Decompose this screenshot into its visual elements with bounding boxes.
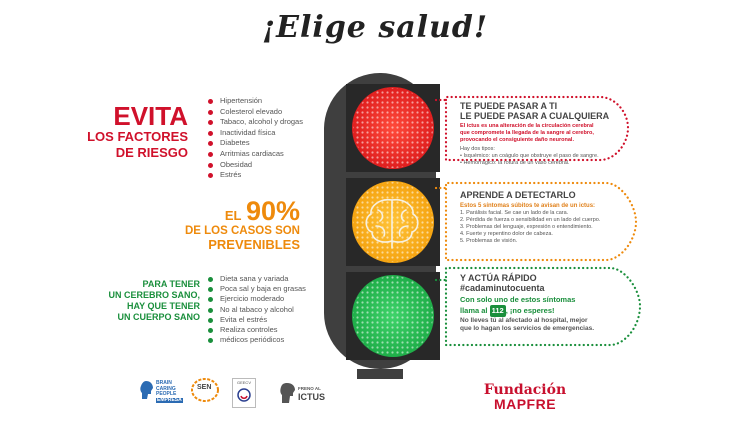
head-profile-icon <box>140 380 154 400</box>
brain-caring-people-logo <box>140 378 192 408</box>
green-led-dots <box>353 276 433 356</box>
freno-line-2: ICTUS <box>298 392 325 402</box>
percentage-value: 90% <box>245 196 300 226</box>
orange-panel-lead: Estos 5 síntomas súbitos te avisan de un ictus: <box>460 203 596 209</box>
healthy-heading-line: UN CUERPO SANO <box>117 312 200 322</box>
sen-logo <box>190 376 224 406</box>
geecv-logo <box>232 378 256 408</box>
list-item: No al tabaco y alcohol <box>208 305 338 315</box>
list-item: Evita el estrés <box>208 315 338 325</box>
list-item: Realiza controles <box>208 325 338 335</box>
ictus-head-icon <box>280 382 296 404</box>
evita-heading: EVITA <box>113 101 188 131</box>
call-suffix: , ¡no esperes! <box>505 306 555 315</box>
call-prefix: llama al <box>460 306 488 315</box>
green-panel-lead-2 <box>460 305 635 317</box>
healthy-heading-line: HAY QUE TENER <box>126 301 200 311</box>
orange-info-panel <box>460 190 630 245</box>
factores-line-2: DE RIESGO <box>115 145 188 160</box>
list-item: Arritmias cardiacas <box>208 149 328 160</box>
orange-panel-heading: APRENDE A DETECTARLO <box>460 190 576 200</box>
red-led-dots <box>353 88 433 168</box>
brain-logo-line-1: BRAIN <box>156 380 172 386</box>
list-item: Inactividad física <box>208 128 328 139</box>
brain-logo-line-3: PEOPLE <box>156 391 177 397</box>
green-info-panel <box>460 273 635 333</box>
percentage-prefix: EL <box>224 208 242 223</box>
list-item: Poca sal y baja en grasas <box>208 284 338 294</box>
red-panel-types-label: Hay dos tipos: <box>460 146 495 152</box>
percentage-caption-line-1: DE LOS CASOS SON <box>184 225 300 237</box>
symptom-item: 2. Pérdida de fuerza o sensibilidad en un lado del cuerpo. <box>460 217 601 223</box>
symptom-item: 5. Problemas de visión. <box>460 238 518 244</box>
page-title: ¡Elige salud! <box>261 10 489 45</box>
symptom-item: 4. Fuerte y repentino dolor de cabeza. <box>460 231 553 237</box>
freno-line-1: FRENO AL <box>298 386 321 391</box>
list-item: Estrés <box>208 170 328 181</box>
factores-line-1: LOS FACTORES <box>87 129 188 144</box>
red-panel-lead-3: provocando el consiguiente daño neuronal. <box>460 137 574 143</box>
fundacion-text: Fundación <box>483 382 567 398</box>
freno-al-ictus-logo <box>280 380 336 408</box>
red-info-panel <box>460 101 630 167</box>
green-panel-heading-1: Y ACTÚA RÁPIDO <box>460 273 537 283</box>
healthy-heading-line: UN CEREBRO SANO, <box>108 290 200 300</box>
list-item: Dieta sana y variada <box>208 274 338 284</box>
green-panel-heading-2: #cadaminutocuenta <box>460 283 545 293</box>
symptom-item: 3. Problemas del lenguaje, expresión o entendimiento. <box>460 224 593 230</box>
brain-logo-line-2: CARING <box>156 385 176 392</box>
sen-logo-text: SEN <box>197 384 212 391</box>
list-item: médicos periódicos <box>208 335 338 345</box>
fundacion-mapfre-logo <box>470 382 580 411</box>
list-item: Tabaco, alcohol y drogas <box>208 117 328 128</box>
red-panel-lead-1: El ictus es una alteración de la circulación cerebral <box>460 123 594 129</box>
amber-led-dots <box>353 182 433 262</box>
list-item: Obesidad <box>208 160 328 171</box>
red-panel-type-2: • Hemorrágico: la rotura de un vaso cerebral. <box>460 160 570 166</box>
percentage-caption-line-2: PREVENIBLES <box>208 237 300 252</box>
emergency-number: 112 <box>491 306 504 315</box>
list-item: Colesterol elevado <box>208 107 328 118</box>
brain-logo-line-4: EMPRESA <box>157 396 182 403</box>
green-panel-lead-1: Con solo uno de estos síntomas <box>460 295 576 304</box>
list-item: Diabetes <box>208 138 328 149</box>
list-item: Hipertensión <box>208 96 328 107</box>
green-panel-note-1: No lleves tú al afectado al hospital, mejor <box>460 317 588 324</box>
symptom-item: 1. Parálisis facial. Se cae un lado de la cara. <box>460 210 569 216</box>
geecv-logo-text: GEECV <box>236 380 251 385</box>
healthy-heading-line: PARA TENER <box>142 279 200 289</box>
mapfre-text: MAPFRE <box>493 396 557 412</box>
red-panel-lead-2: que compromete la llegada de la sangre al cerebro, <box>460 130 594 136</box>
green-panel-note-2: que lo hagan los servicios de emergencias. <box>460 325 595 332</box>
red-panel-type-1: • Isquémico: un coágulo que obstruye el paso de sangre. <box>460 153 599 159</box>
geecv-heart-icon <box>236 387 252 403</box>
red-panel-heading-2: LE PUEDE PASAR A CUALQUIERA <box>460 111 610 121</box>
list-item: Ejercicio moderado <box>208 294 338 304</box>
red-panel-heading-1: TE PUEDE PASAR A TI <box>460 101 558 111</box>
